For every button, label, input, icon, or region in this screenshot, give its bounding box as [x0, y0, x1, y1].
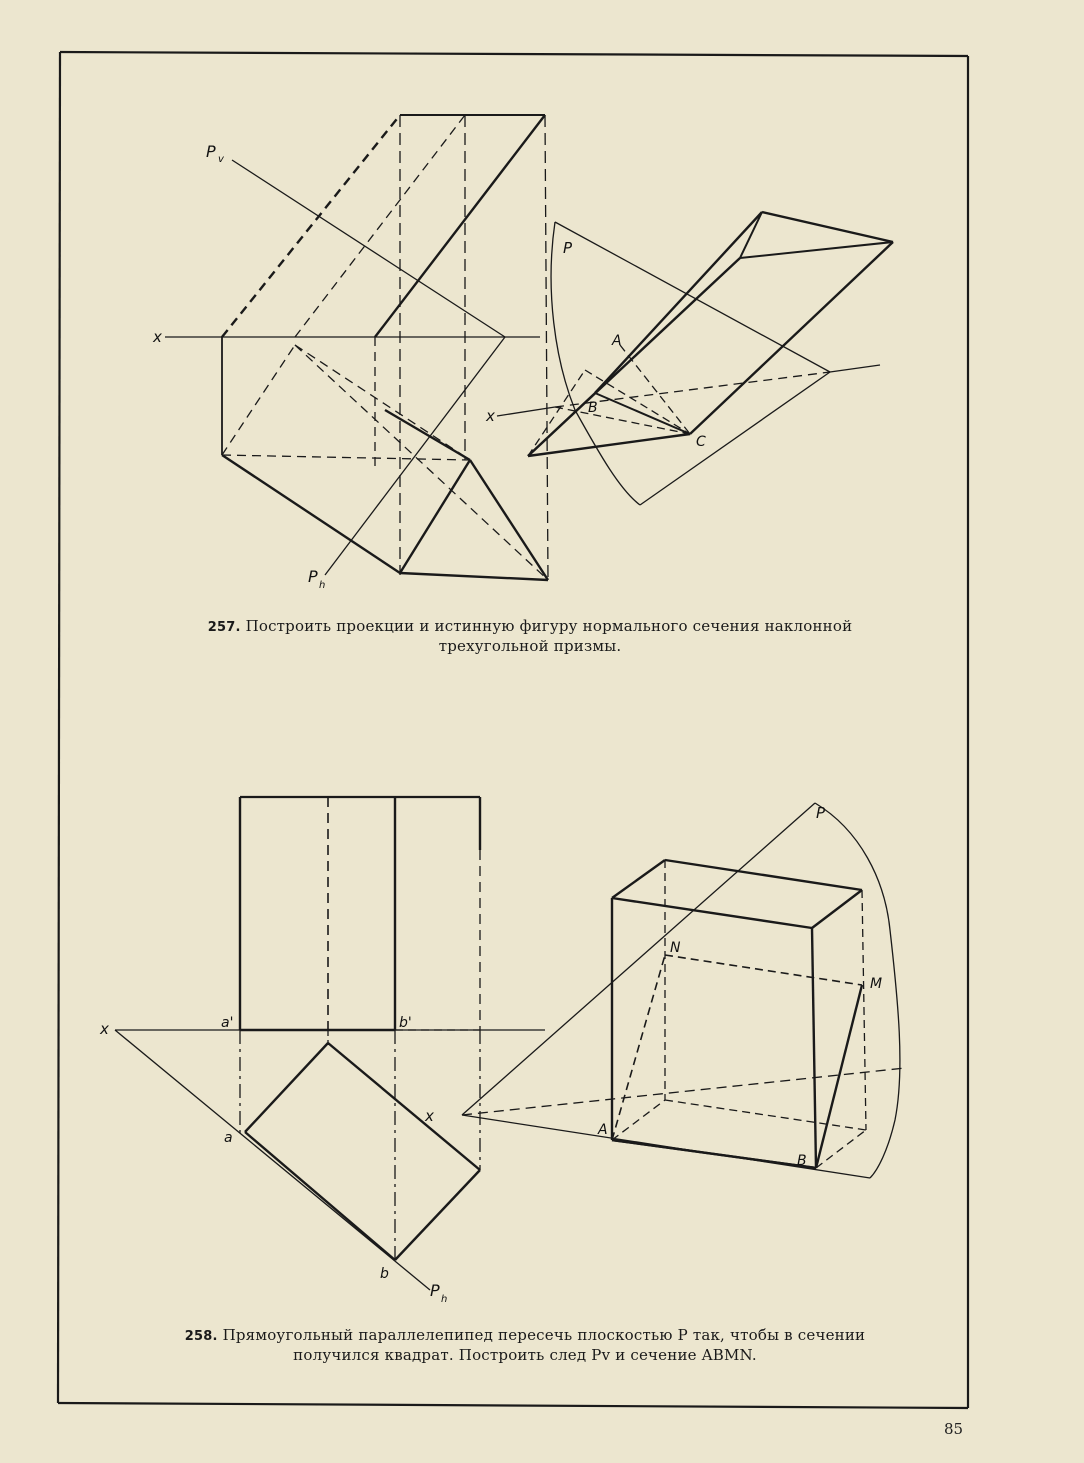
figure-257-drawing: [165, 115, 893, 580]
figure-258-drawing: [115, 797, 905, 1290]
label-c: C: [696, 434, 706, 450]
label-x-right-258: x: [425, 1107, 434, 1125]
label-p-258: P: [816, 804, 826, 822]
label-x-left-258: x: [100, 1020, 109, 1038]
label-ph: P: [308, 567, 318, 586]
label-x-right: x: [486, 407, 495, 425]
caption-258: [130, 1326, 920, 1365]
label-ph-258-subscript: h: [441, 1294, 448, 1305]
label-a: A: [612, 333, 622, 349]
label-b-lower: b: [380, 1266, 389, 1282]
label-A: A: [598, 1122, 608, 1138]
label-pv: P: [206, 142, 216, 161]
caption-258-line2: получился квадрат. Построить след Pv и сечение ABMN.: [293, 1346, 757, 1364]
label-x-left: x: [153, 328, 162, 346]
figure-258-labels: [99, 804, 882, 1305]
label-pv-subscript: v: [218, 154, 224, 165]
label-B: B: [797, 1153, 807, 1169]
caption-257-line1: Построить проекции и истинную фигуру нормального сечения наклонной: [245, 617, 853, 635]
label-b: B: [588, 400, 598, 416]
caption-258-number: 258.: [184, 1329, 218, 1344]
caption-258-line1: Прямоугольный параллелепипед пересечь плоскостью P так, чтобы в сечении: [222, 1326, 866, 1344]
label-n: N: [670, 940, 681, 956]
label-a-prime: a': [221, 1015, 234, 1031]
page-frame: [58, 52, 968, 1408]
caption-257-number: 257.: [207, 620, 241, 635]
label-b-prime: b': [399, 1015, 412, 1031]
page-number: 85: [944, 1420, 964, 1438]
label-m: M: [870, 976, 883, 992]
caption-257-line2: трехугольной призмы.: [438, 637, 622, 655]
caption-257: [150, 617, 910, 656]
label-p: P: [563, 239, 573, 257]
label-ph-subscript: h: [319, 580, 326, 591]
label-ph-258: P: [430, 1281, 440, 1300]
label-a-lower: a: [224, 1130, 233, 1146]
